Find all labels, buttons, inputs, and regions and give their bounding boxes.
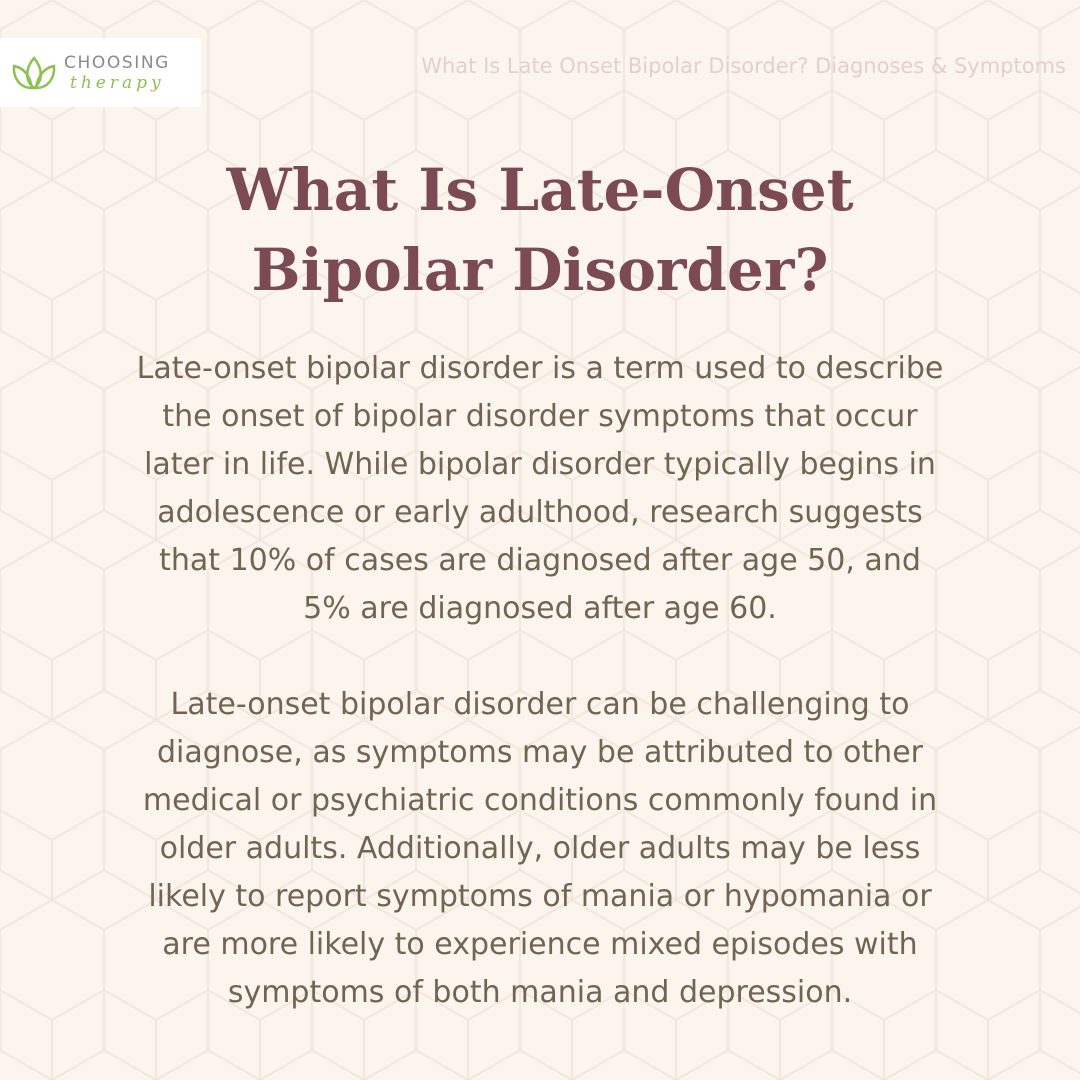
paragraph-line: that 10% of cases are diagnosed after age 50, and [159, 543, 921, 578]
paragraph-line: Late-onset bipolar disorder is a term used to describe [136, 351, 944, 386]
header-caption: What Is Late Onset Bipolar Disorder? Diagnoses & Symptoms [421, 54, 1066, 78]
title-line: Bipolar Disorder? [251, 236, 829, 304]
paragraph-line: are more likely to experience mixed episodes with [162, 927, 918, 962]
brand-word-bottom: therapy [70, 73, 165, 93]
title-line: What Is Late-Onset [226, 156, 854, 224]
paragraph-line: symptoms of both mania and depression. [227, 975, 853, 1010]
paragraph-line: adolescence or early adulthood, research suggests [157, 495, 923, 530]
paragraph-line: diagnose, as symptoms may be attributed to other [157, 735, 923, 770]
brand-word-top: CHOOSING [64, 53, 170, 73]
paragraph-definition [60, 345, 1020, 633]
paragraph-line: likely to report symptoms of mania or hypomania or [148, 879, 932, 914]
paragraph-diagnosis-challenges [60, 681, 1020, 1017]
paragraph-line: Late-onset bipolar disorder can be challenging to [170, 687, 910, 722]
paragraph-line: medical or psychiatric conditions commonly found in [142, 783, 938, 818]
paragraph-line: 5% are diagnosed after age 60. [303, 591, 777, 626]
paragraph-line: older adults. Additionally, older adults may be less [159, 831, 921, 866]
brand-logo [0, 38, 201, 107]
page-title [0, 150, 1080, 310]
paragraph-line: the onset of bipolar disorder symptoms that occur [162, 399, 918, 434]
paragraph-line: later in life. While bipolar disorder typically begins in [144, 447, 936, 482]
lotus-leaf-icon [10, 54, 58, 92]
